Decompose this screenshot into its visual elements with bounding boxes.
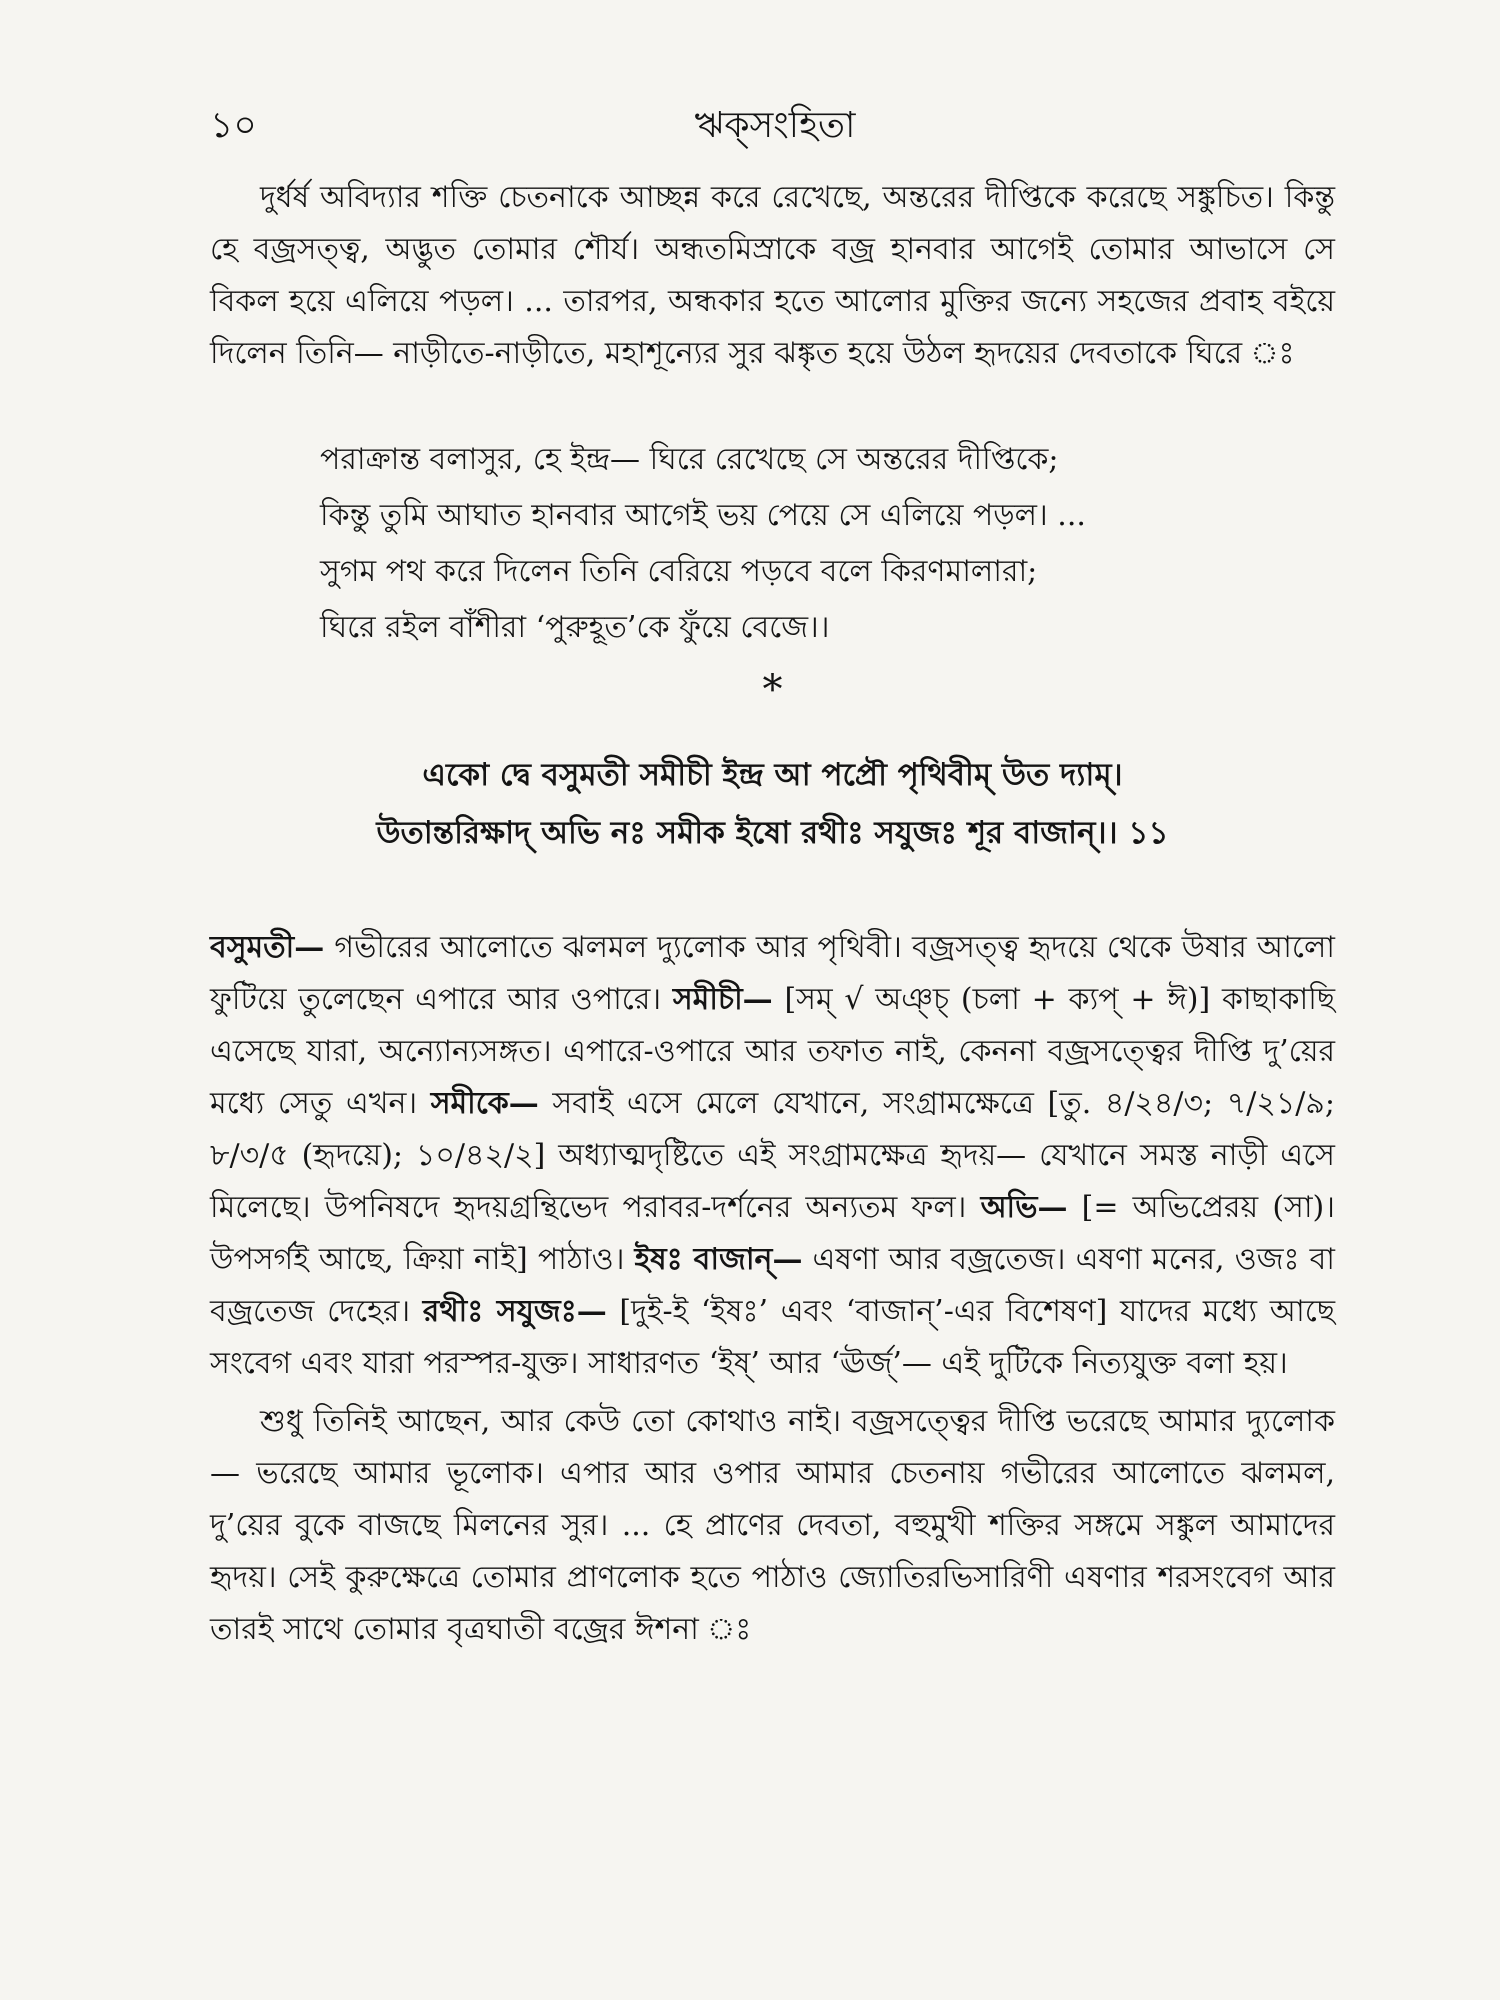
mantra-line: একো দ্বে বসুমতী সমীচী ইন্দ্র আ পপ্রৌ পৃথিবীম্ উত দ্যাম্। [422,757,1123,793]
verse-line: সুগম পথ করে দিলেন তিনি বেরিয়ে পড়বে বলে কিরণমালারা; [320,554,1038,589]
commentary-paragraph [210,922,1335,1390]
commentary-text: সবাই এসে মেলে যেখানে, সংগ্রামক্ষেত্রে [তু. ৪/২৪/৩; ৭/২১/৯; ৮/৩/৫ (হৃদয়ে); ১০/৪২/২] অধ্যাত্মদৃষ্টিতে এই সংগ্রামক্ষেত্র হৃদয়— যেখানে সমস্ত নাড়ী এসে মিলেছে। উপনিষদে হৃদয়গ্রন্থিভেদ পরাবর-দর্শনের অন্যতম ফল। [210,1086,1335,1225]
commentary-text: গভীরের আলোতে ঝলমল দ্যুলোক আর পৃথিবী। বজ্রসত্ত্ব হৃদয়ে থেকে উষার আলো ফুটিয়ে তুলেছেন এপারে আর ওপারে। [210,930,1335,1017]
commentary-text: [সম্ √ অঞ্চ্ (চলা + ক্যপ্ + ঈ)] কাছাকাছি এসেছে যারা, অন্যোন্যসঙ্গত। এপারে-ওপারে আর তফাত নাই, কেননা বজ্রসত্ত্বের দীপ্তি দু’য়ের মধ্যে সেতু এখন। [210,982,1335,1121]
verse-line: কিন্তু তুমি আঘাত হানবার আগেই ভয় পেয়ে সে এলিয়ে পড়ল। ... [320,498,1086,533]
term-ishah-vajan: ইষঃ বাজান্— [634,1242,803,1277]
verse-line: পরাক্রান্ত বলাসুর, হে ইন্দ্র— ঘিরে রেখেছে সে অন্তরের দীপ্তিকে; [320,442,1059,477]
commentary-text: [দুই-ই ‘ইষঃ’ এবং ‘বাজান্’-এর বিশেষণ] যাদের মধ্যে আছে সংবেগ এবং যারা পরস্পর-যুক্ত। সাধারণত ‘ইষ্’ আর ‘ঊর্জ্’— এই দুটিকে নিত্যযুক্ত বলা হয়। [210,1294,1335,1381]
term-samike: সমীকে— [430,1086,539,1121]
page-body [210,172,1335,1656]
term-samichi: সমীচী— [672,982,773,1017]
verse-line: ঘিরে রইল বাঁশীরা ‘পুরুহূত’কে ফুঁয়ে বেজে।। [320,610,830,645]
section-separator: * [762,667,783,713]
commentary-text: এষণা আর বজ্রতেজ। এষণা মনের, ওজঃ বা বজ্রতেজ দেহের। [210,1242,1335,1329]
term-rathih-sayujah: রথীঃ সযুজঃ— [422,1294,607,1329]
mantra-line: উতান্তরিক্ষাদ্ অভি নঃ সমীক ইষো রথীঃ সযুজঃ শূর বাজান্।। ১১ [376,815,1169,851]
intro-paragraph: দুর্ধর্ষ অবিদ্যার শক্তি চেতনাকে আচ্ছন্ন করে রেখেছে, অন্তরের দীপ্তিকে করেছে সঙ্কুচিত। কিন্তু হে বজ্রসত্ত্ব, অদ্ভুত তোমার শৌর্য। অন্ধতমিস্রাকে বজ্র হানবার আগেই তোমার আভাসে সে বিকল হয়ে এলিয়ে পড়ল। ... তারপর, অন্ধকার হতে আলোর মুক্তির জন্যে সহজের প্রবাহ বইয়ে দিলেন তিনি— নাড়ীতে-নাড়ীতে, মহাশূন্যের সুর ঝঙ্কৃত হয়ে উঠল হৃদয়ের দেবতাকে ঘিরে ঃ [210,180,1335,371]
page-number: ১০ [210,105,257,146]
term-abhi: অভি— [980,1190,1068,1225]
verse-translation [320,432,1335,656]
sanskrit-mantra [210,746,1335,862]
term-vasumati: বসুমতী— [210,930,325,965]
running-head: ঋক্‌সংহিতা [694,105,856,146]
closing-paragraph: শুধু তিনিই আছেন, আর কেউ তো কোথাও নাই। বজ্রসত্ত্বের দীপ্তি ভরেছে আমার দ্যুলোক— ভরেছে আমার ভূলোক। এপার আর ওপার আমার চেতনায় গভীরের আলোতে ঝলমল, দু’য়ের বুকে বাজছে মিলনের সুর। ... হে প্রাণের দেবতা, বহুমুখী শক্তির সঙ্গমে সঙ্কুল আমাদের হৃদয়। সেই কুরুক্ষেত্রে তোমার প্রাণলোক হতে পাঠাও জ্যোতিরভিসারিণী এষণার শরসংবেগ আর তারই সাথে তোমার বৃত্রঘাতী বজ্রের ঈশনা ঃ [210,1404,1335,1647]
commentary-text: [= অভিপ্রেরয় (সা)। উপসর্গই আছে, ক্রিয়া নাই] পাঠাও। [210,1190,1335,1277]
page-header [210,98,1340,158]
